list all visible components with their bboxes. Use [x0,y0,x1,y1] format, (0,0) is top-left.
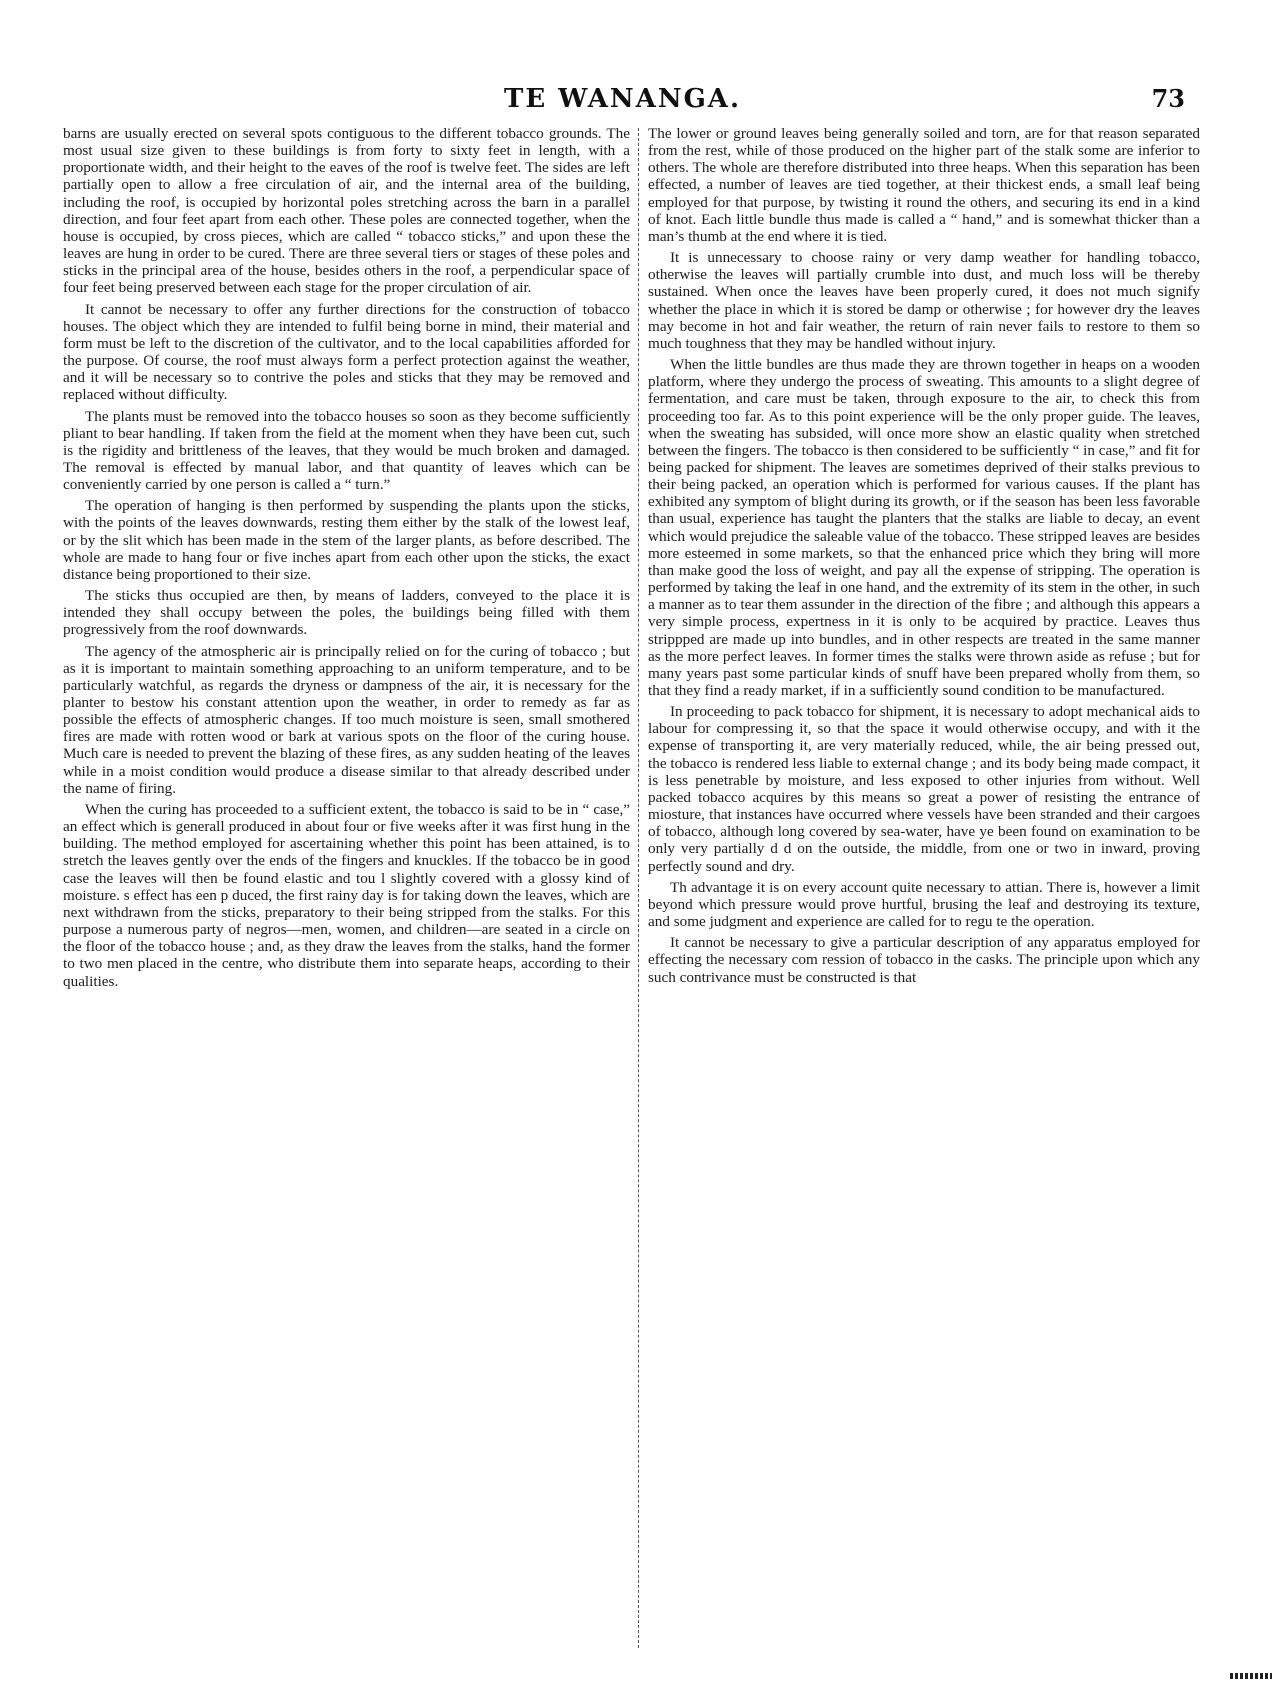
left-column [63,125,630,1641]
right-column [648,125,1200,1641]
scan-edge-mark [1230,1673,1272,1679]
paragraph: The lower or ground leaves being generally soiled and torn, are for that reason separated from the rest, while of those produced on the higher part of the stalk some are inferior to others. The whole are therefore distributed into three heaps. When this separation has been effected, a number of leaves are tied together, at their thickest ends, a small leaf being employed for that purpose, by twisting it round the others, and securing its end in a kind of knot. Each little bundle thus made is called a “ hand,” and is somewhat thicker than a man’s thumb at the end where it is tied. [648,125,1200,245]
page-number: 73 [1151,84,1185,113]
paragraph: When the little bundles are thus made they are thrown together in heaps on a wooden platform, where they undergo the process of sweating. This amounts to a slight degree of fermentation, and care must be taken, through exposure to the air, to check this from proceeding too far. As to this point experience will be the only proper guide. The leaves, when the sweating has subsided, will once more show an elastic quality when stretched between the fingers. The tobacco is then considered to be sufficiently “ in case,” and fit for being packed for shipment. The leaves are sometimes deprived of their stalks previous to their being packed, an operation which is performed for various causes. If the plant has exhibited any symptom of blight during its growth, or if the season has been less favorable than usual, experience has taught the planters that the stalks are liable to decay, an event which would prejudice the saleable value of the tobacco. These stripped leaves are besides more esteemed in some markets, so that the enhanced price which they bring will more than make good the loss of weight, and pay all the expense of stripping. The operation is performed by taking the leaf in one hand, and the extremity of its stem in the other, in such a manner as to tear them assunder in the direction of the fibre ; and although this appears a very simple process, expertness in it is only to be acquired by practice. Leaves thus strippped are made up into bundles, and in other respects are treated in the same manner as the more perfect leaves. In former times the stalks were thrown aside as refuse ; but for many years past some particular kinds of snuff have been prepared wholly from them, so that they find a ready market, if in a sufficiently sound condition to be manufactured. [648,356,1200,699]
paragraph: It cannot be necessary to give a particular description of any apparatus employed for effecting the necessary com ression of tobacco in the casks. The principle upon which any such contrivance must be constructed is that [648,934,1200,986]
paragraph: When the curing has proceeded to a sufficient extent, the tobacco is said to be in “ case,” an effect which is generall produced in about four or five weeks after it was first hung in the building. The method employed for ascertaining whether this point has been attained, is to stretch the leaves gently over the ends of the fingers and knuckles. If the tobacco be in good case the leaves will then be found elastic and tou l slightly covered with a glossy kind of moisture. s effect has een p duced, the first rainy day is for taking down the leaves, which are next withdrawn from the sticks, preparatory to their being stripped from the stalks. For this purpose a numerous party of negros—men, women, and children—are seated in a circle on the floor of the tobacco house ; and, as they draw the leaves from the stalks, hand the former to two men placed in the centre, who distribute them into separate heaps, according to their qualities. [63,800,630,990]
paragraph: The operation of hanging is then performed by suspending the plants upon the sticks, with the points of the leaves downwards, resting them either by the stalk of the lowest leaf, or by the slit which has been made in the stem of the larger plants, as before described. The whole are made to hang four or five inches apart from each other upon the sticks, the exact distance being proportioned to their size. [63,497,630,583]
page-header [60,80,1185,120]
paragraph: In proceeding to pack tobacco for shipment, it is necessary to adopt mechanical aids to labour for compressing it, so that the space it would otherwise occupy, and with it the expense of transporting it, are very materially reduced, while, the air being pressed out, the tobacco is rendered less liable to external change ; and its body being made compact, it is less penetrable by moisture, and less exposed to other injuries from without. Well packed tobacco acquires by this means so great a power of resisting the entrance of miosture, that instances have occurred where vessels have been stranded and their cargoes of tobacco, although long covered by sea-water, have ye been found on examination to be only very partially d d on the outside, the middle, from one or two in inward, proving perfectly sound and dry. [648,703,1200,875]
paragraph: barns are usually erected on several spots contiguous to the different tobacco grounds. The most usual size given to these buildings is from forty to sixty feet in length, with a proportionate width, and their height to the eaves of the roof is twelve feet. The sides are left partially open to allow a free circulation of air, and the internal area of the building, including the roof, is occupied by horizontal poles stretching across the barn in a parallel direction, and four feet apart from each other. These poles are connected together, when the house is occupied, by cross pieces, which are called “ tobacco sticks,” and upon these the leaves are hung in order to be cured. There are three several tiers or stages of these poles and sticks in the principal area of the house, besides others in the roof, a perpendicular space of four feet being preserved between each stage for the proper circulation of air. [63,125,630,297]
paragraph: Th advantage it is on every account quite necessary to attian. There is, however a limit beyond which pressure would prove hurtful, brusing the leaf and destroying its texture, and some judgment and experience are called for to regu te the operation. [648,878,1200,931]
paragraph: The agency of the atmospheric air is principally relied on for the curing of tobacco ; but as it is important to maintain something approaching to an uniform temperature, and to be particularly watchful, as regards the dryness or dampness of the air, it is necessary for the planter to bestow his constant attention upon the weather, in order to remedy as far as possible the effects of atmospheric changes. If too much moisture is seen, small smothered fires are made with rotten wood or bark at various spots on the floor of the curing house. Much care is needed to prevent the blazing of these fires, as any sudden heating of the leaves while in a moist condition would produce a disease similar to that already described under the name of firing. [63,642,630,797]
paragraph: It is unnecessary to choose rainy or very damp weather for handling tobacco, otherwise the leaves will partially crumble into dust, and much loss will be thereby sustained. When once the leaves have been properly cured, it does not much signify whether the place in which it is stored be damp or otherwise ; for however dry the leaves may become in hot and fair weather, the return of rain never fails to restore to them so much toughness that they may be handled without injury. [648,249,1200,352]
paragraph: The plants must be removed into the tobacco houses so soon as they become sufficiently pliant to bear handling. If taken from the field at the moment when they have been cut, such is the rigidity and brittleness of the leaves, that they would be much broken and damaged. The removal is effected by manual labor, and that quantity of leaves which can be conveniently carried by one person is called a “ turn.” [63,407,630,494]
column-divider [638,128,639,1648]
paragraph: The sticks thus occupied are then, by means of ladders, conveyed to the place it is intended they shall occupy between the poles, the buildings being filled with them progressively from the roof downwards. [63,587,630,639]
page-title: TE WANANGA. [503,84,742,114]
paragraph: It cannot be necessary to offer any further directions for the construction of tobacco houses. The object which they are intended to fulfil being borne in mind, their material and form must be left to the discretion of the cultivator, and to the local capabilities afforded for the purpose. Of course, the roof must always form a perfect protection against the weather, and it will be necessary so to contrive the poles and sticks that they may be removed and replaced without difficulty. [63,300,630,404]
